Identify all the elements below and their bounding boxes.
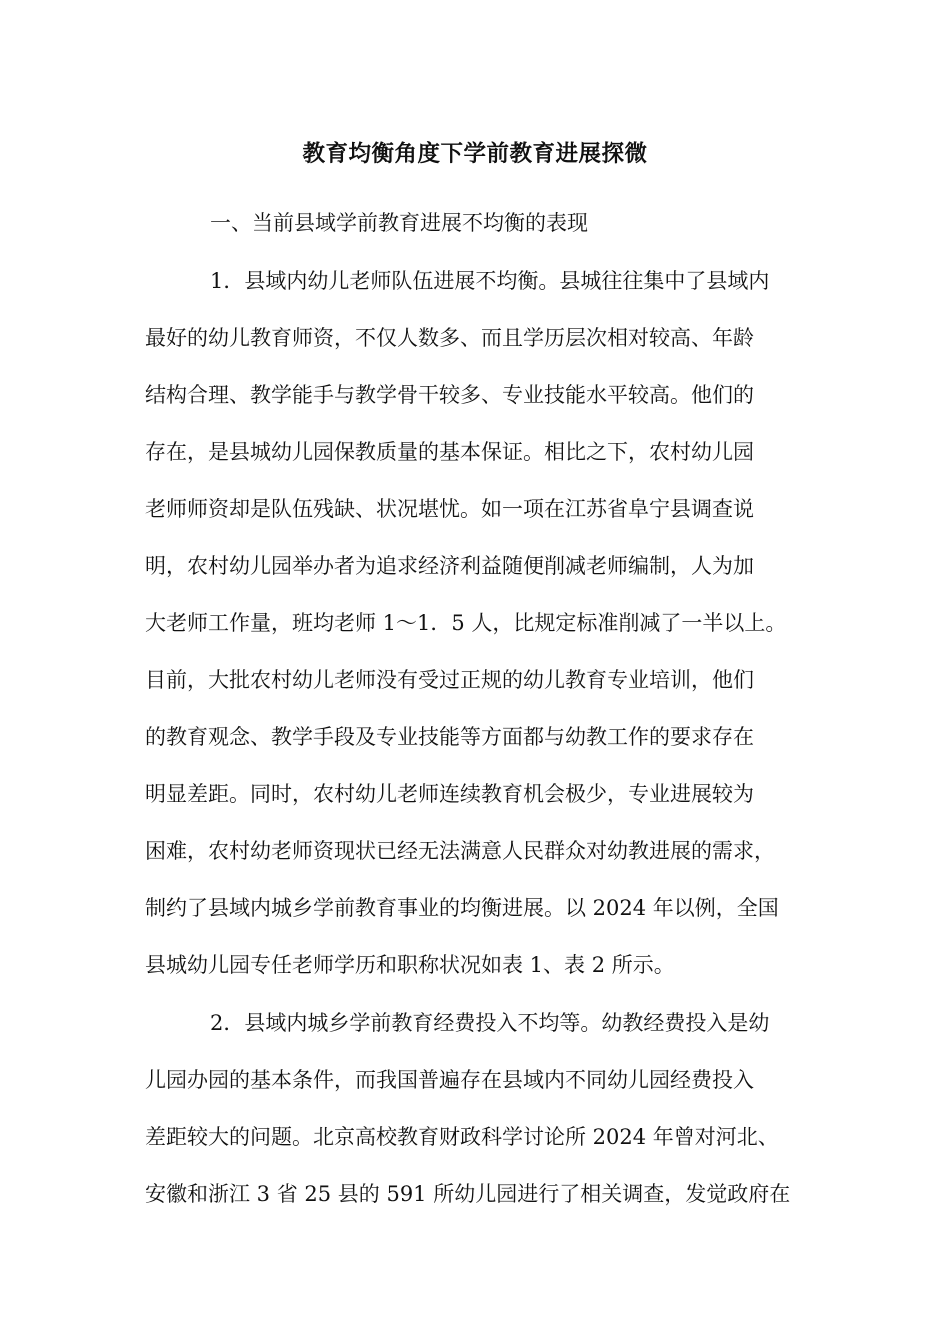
paragraph-line: 明，农村幼儿园举办者为追求经济利益随便削减老师编制，人为加: [145, 554, 754, 578]
paragraph-line: 明显差距。同时，农村幼儿老师连续教育机会极少，专业进展较为: [145, 782, 754, 806]
paragraph-line: 2．县域内城乡学前教育经费投入不均等。幼教经费投入是幼: [210, 1011, 770, 1035]
paragraph-line: 儿园办园的基本条件，而我国普遍存在县域内不同幼儿园经费投入: [145, 1068, 754, 1092]
paragraph-line: 差距较大的问题。北京高校教育财政科学讨论所 2024 年曾对河北、: [145, 1125, 779, 1149]
paragraph-line: 结构合理、教学能手与教学骨干较多、专业技能水平较高。他们的: [145, 383, 754, 407]
paragraph-line: 安徽和浙江 3 省 25 县的 591 所幼儿园进行了相关调查，发觉政府在: [145, 1182, 791, 1206]
paragraph-line: 困难，农村幼老师资现状已经无法满意人民群众对幼教进展的需求，: [145, 839, 775, 863]
paragraph-line: 县城幼儿园专任老师学历和职称状况如表 1、表 2 所示。: [145, 953, 675, 977]
paragraph-line: 老师师资却是队伍残缺、状况堪忧。如一项在江苏省阜宁县调查说: [145, 497, 754, 521]
document-title: 教育均衡角度下学前教育进展探微: [302, 141, 648, 167]
paragraph-line: 存在，是县城幼儿园保教质量的基本保证。相比之下，农村幼儿园: [145, 440, 754, 464]
section-heading: 一、当前县域学前教育进展不均衡的表现: [210, 211, 588, 235]
paragraph-line: 目前，大批农村幼儿老师没有受过正规的幼儿教育专业培训，他们: [145, 668, 754, 692]
paragraph-line: 的教育观念、教学手段及专业技能等方面都与幼教工作的要求存在: [145, 725, 754, 749]
paragraph-line: 1．县域内幼儿老师队伍进展不均衡。县城往往集中了县域内: [210, 269, 770, 293]
paragraph-line: 制约了县域内城乡学前教育事业的均衡进展。以 2024 年以例，全国: [145, 896, 779, 920]
paragraph-line: 大老师工作量，班均老师 1～1．5 人，比规定标准削减了一半以上。: [145, 611, 787, 635]
paragraph-line: 最好的幼儿教育师资，不仅人数多、而且学历层次相对较高、年龄: [145, 326, 754, 350]
